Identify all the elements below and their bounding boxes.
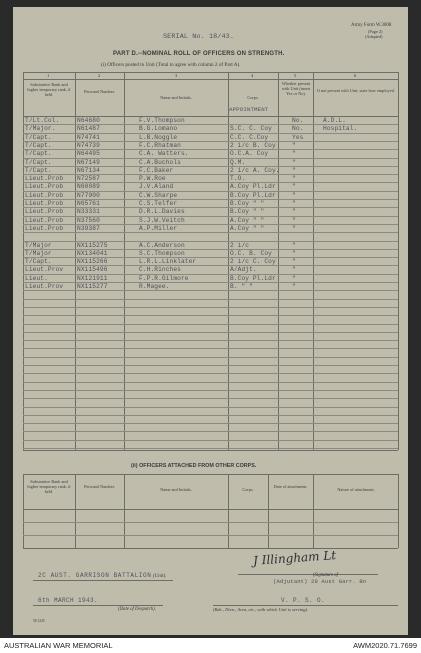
cell-name: C.W.Sharpe xyxy=(139,191,178,199)
cell-rank: T/Capt. xyxy=(25,141,52,149)
cell-number: N74739 xyxy=(77,141,100,149)
cell-name: C.A. Watters. xyxy=(139,150,189,158)
cell-corps: C.C. C.Coy xyxy=(230,133,269,141)
cell-name: S.J.W.Veitch xyxy=(139,216,185,224)
cell-present: " xyxy=(292,258,296,266)
archive-footer xyxy=(0,638,421,653)
col-number-2: 2 xyxy=(98,73,101,78)
cell-name: C.H.Rinches xyxy=(139,266,181,274)
army-form-label: Army Form W.3008 xyxy=(351,23,392,28)
section-one-title: (i) Officers posted to Unit (Total to agree with column 2 of Part A). xyxy=(101,62,241,68)
cell-corps: 2 i/c A. Coy. xyxy=(230,166,280,174)
cell-number: N61487 xyxy=(77,125,100,133)
despatch-date-typed: 6th MARCH 1943. xyxy=(38,597,99,604)
cell-rank: T/Capt. xyxy=(25,150,52,158)
cell-rank: Lieut.Prob xyxy=(25,183,64,191)
cell-name: A.P.Miller xyxy=(139,224,178,232)
cell-name: A.C.Anderson xyxy=(139,241,185,249)
cell-present: " xyxy=(292,216,296,224)
form-code: 58 1245 xyxy=(33,619,45,623)
col-number-3: 3 xyxy=(175,73,178,78)
header-corps: Corps. xyxy=(247,95,259,100)
cell-name: L.B.Noggle xyxy=(139,133,178,141)
attached-header-number: Personal Number. xyxy=(84,484,115,489)
formation-typed: V. P. S. O. xyxy=(281,597,326,604)
cell-note: A.D.L. xyxy=(323,117,346,124)
cell-number: N37560 xyxy=(77,216,100,224)
cell-name: B.G.Lomano xyxy=(139,125,178,133)
cell-number: N64680 xyxy=(77,117,100,124)
cell-corps: 2 i/c C. Coy xyxy=(230,258,276,266)
cell-name: C.S.Telfer xyxy=(139,200,178,207)
archive-name: AUSTRALIAN WAR MEMORIAL xyxy=(4,641,113,650)
cell-number: N67134 xyxy=(77,166,100,174)
cell-number: N65761 xyxy=(77,200,100,207)
cell-corps: B.Coy " " xyxy=(230,200,265,207)
cell-number: NX121911 xyxy=(77,274,108,282)
attached-header-nature: Nature of attachment. xyxy=(337,487,375,492)
serial-number: SERIAL No. 18/43. xyxy=(163,33,235,41)
cell-present: " xyxy=(292,175,296,183)
attached-header-date: Date of attachment. xyxy=(273,484,308,489)
despatch-date-label: (Date of Despatch). xyxy=(118,607,156,612)
cell-rank: T/Capt. xyxy=(25,158,52,166)
cell-present: " xyxy=(292,166,296,174)
cell-corps: B.Coy Pl.Ldr xyxy=(230,274,276,282)
cell-corps: B.Coy Pl.Ldr xyxy=(230,191,276,199)
cell-name: F.C.Baker xyxy=(139,166,174,174)
cell-rank: Lieut.Prob xyxy=(25,224,64,232)
cell-present: " xyxy=(292,241,296,249)
cell-present: " xyxy=(292,191,296,199)
col-number-6: 6 xyxy=(354,73,357,78)
attached-header-name: Name and Initials. xyxy=(160,487,192,492)
cell-corps: A.Coy " " xyxy=(230,216,265,224)
cell-name: S.C.Thompson xyxy=(139,249,185,257)
cell-name: J.V.Aland xyxy=(139,183,174,191)
cell-number: NX115275 xyxy=(77,241,108,249)
cell-present: " xyxy=(292,274,296,282)
header-name: Name and Initials. xyxy=(160,95,192,100)
cell-corps: B. " " xyxy=(230,283,253,290)
adapted-label: (Adapted) xyxy=(365,34,383,39)
part-title: PART D.--NOMINAL ROLL OF OFFICERS ON STRENGTH. xyxy=(113,51,285,57)
cell-rank: T/Major. xyxy=(25,125,56,133)
attached-header-corps: Corps. xyxy=(242,487,254,492)
cell-rank: Lieut.Prov xyxy=(25,283,64,290)
cell-corps: 2 i/c B. Coy xyxy=(230,141,276,149)
cell-number: N64495 xyxy=(77,150,100,158)
cell-present: " xyxy=(292,150,296,158)
formation-label: (Bde., Divn., Area, etc., with which Unit is serving). xyxy=(213,607,309,612)
cell-corps: A.Coy " " xyxy=(230,224,265,232)
cell-number: NX115277 xyxy=(77,283,108,290)
col-number-1: 1 xyxy=(47,73,50,78)
cell-present: " xyxy=(292,200,296,207)
cell-name: L.R.L.Linklater xyxy=(139,258,197,266)
cell-present: " xyxy=(292,208,296,216)
cell-note: Hospital. xyxy=(323,125,358,133)
cell-corps: A.Coy Pl.Ldr xyxy=(230,183,276,191)
cell-rank: T/Capt. xyxy=(25,133,52,141)
signature-label: (Signature of xyxy=(313,573,339,578)
cell-corps: 2 i/c xyxy=(230,241,250,249)
header-rank: Substantive Rank and higher temporary rank, if held. xyxy=(27,82,71,97)
cell-name: R.Magee. xyxy=(139,283,170,290)
cell-name: F.P.R.Gilmore xyxy=(139,274,189,282)
cell-name: P.W.Roe xyxy=(139,175,166,183)
cell-name: D.R.L.Davies xyxy=(139,208,185,216)
header-employment: If not present with Unit, state how employed. xyxy=(317,88,395,93)
cell-present: Yes xyxy=(292,133,304,141)
cell-corps: O.C.A. Coy xyxy=(230,150,269,158)
section-two-title: (ii) OFFICERS ATTACHED FROM OTHER CORPS. xyxy=(131,463,257,469)
cell-corps: B.Coy " " xyxy=(230,208,265,216)
cell-number: NX115496 xyxy=(77,266,108,274)
cell-present: " xyxy=(292,283,296,290)
cell-corps: A/Adjt. xyxy=(230,266,257,274)
cell-rank: T/Lt.Col. xyxy=(25,117,60,124)
cell-present: No. xyxy=(292,125,304,133)
cell-present: " xyxy=(292,249,296,257)
cell-number: N72587 xyxy=(77,175,100,183)
cell-number: NX115266 xyxy=(77,258,108,266)
cell-rank: Lieut.Prob xyxy=(25,208,64,216)
cell-name: C.A.Buchols xyxy=(139,158,181,166)
cell-rank: T/Capt. xyxy=(25,166,52,174)
header-personal-number: Personal Number. xyxy=(84,89,115,94)
header-present: Whether present with Unit (insert Yes or No). xyxy=(281,81,311,96)
cell-name: F.V.Thompson xyxy=(139,117,185,124)
cell-present: " xyxy=(292,266,296,274)
form-sheet xyxy=(13,7,408,635)
cell-present: " xyxy=(292,224,296,232)
cell-present: No. xyxy=(292,117,304,124)
cell-rank: Lieut.Prov xyxy=(25,266,64,274)
col-number-5: 5 xyxy=(294,73,297,78)
cell-rank: T/Major xyxy=(25,241,52,249)
cell-number: N74741 xyxy=(77,133,100,141)
officer-signature: J Illingham Lt xyxy=(252,548,337,568)
cell-rank: Lieut.Prob xyxy=(25,216,64,224)
cell-number: NX134041 xyxy=(77,249,108,257)
cell-present: " xyxy=(292,183,296,191)
cell-number: N60089 xyxy=(77,183,100,191)
cell-present: " xyxy=(292,141,296,149)
cell-rank: Lieut. xyxy=(25,274,48,282)
cell-rank: T/Capt. xyxy=(25,258,52,266)
page-label: (Page 2) xyxy=(368,29,383,34)
cell-number: N67149 xyxy=(77,158,100,166)
cell-number: N39387 xyxy=(77,224,100,232)
cell-corps: S.C. C. Coy xyxy=(230,125,272,133)
cell-present: " xyxy=(292,158,296,166)
cell-number: N33331 xyxy=(77,208,100,216)
archive-reference: AWM2020.71.7699 xyxy=(353,641,417,650)
cell-rank: Lieut.Prob xyxy=(25,191,64,199)
cell-name: F.C.Rhatman xyxy=(139,141,181,149)
cell-corps: O.C. B. Coy xyxy=(230,249,272,257)
corps-header-stamp: APPOINTMENT xyxy=(229,106,269,113)
col-number-4: 4 xyxy=(251,73,254,78)
unit-name-typed: 2C AUST. GARRISON BATTALION xyxy=(38,572,152,579)
cell-corps: Q.M. xyxy=(230,158,246,166)
cell-rank: Lieut.Prob xyxy=(25,200,64,207)
cell-corps: T.O. xyxy=(230,175,246,183)
unit-label: (Unit). xyxy=(153,574,167,579)
cell-rank: Lieut.Prob xyxy=(25,175,64,183)
cell-number: N77900 xyxy=(77,191,100,199)
adjutant-title: (Adjutant) 28 Aust Garr. Bn xyxy=(273,578,367,585)
attached-header-rank: Substantive Rank and higher temporary rank, if held. xyxy=(27,479,71,494)
cell-rank: T/Major xyxy=(25,249,52,257)
